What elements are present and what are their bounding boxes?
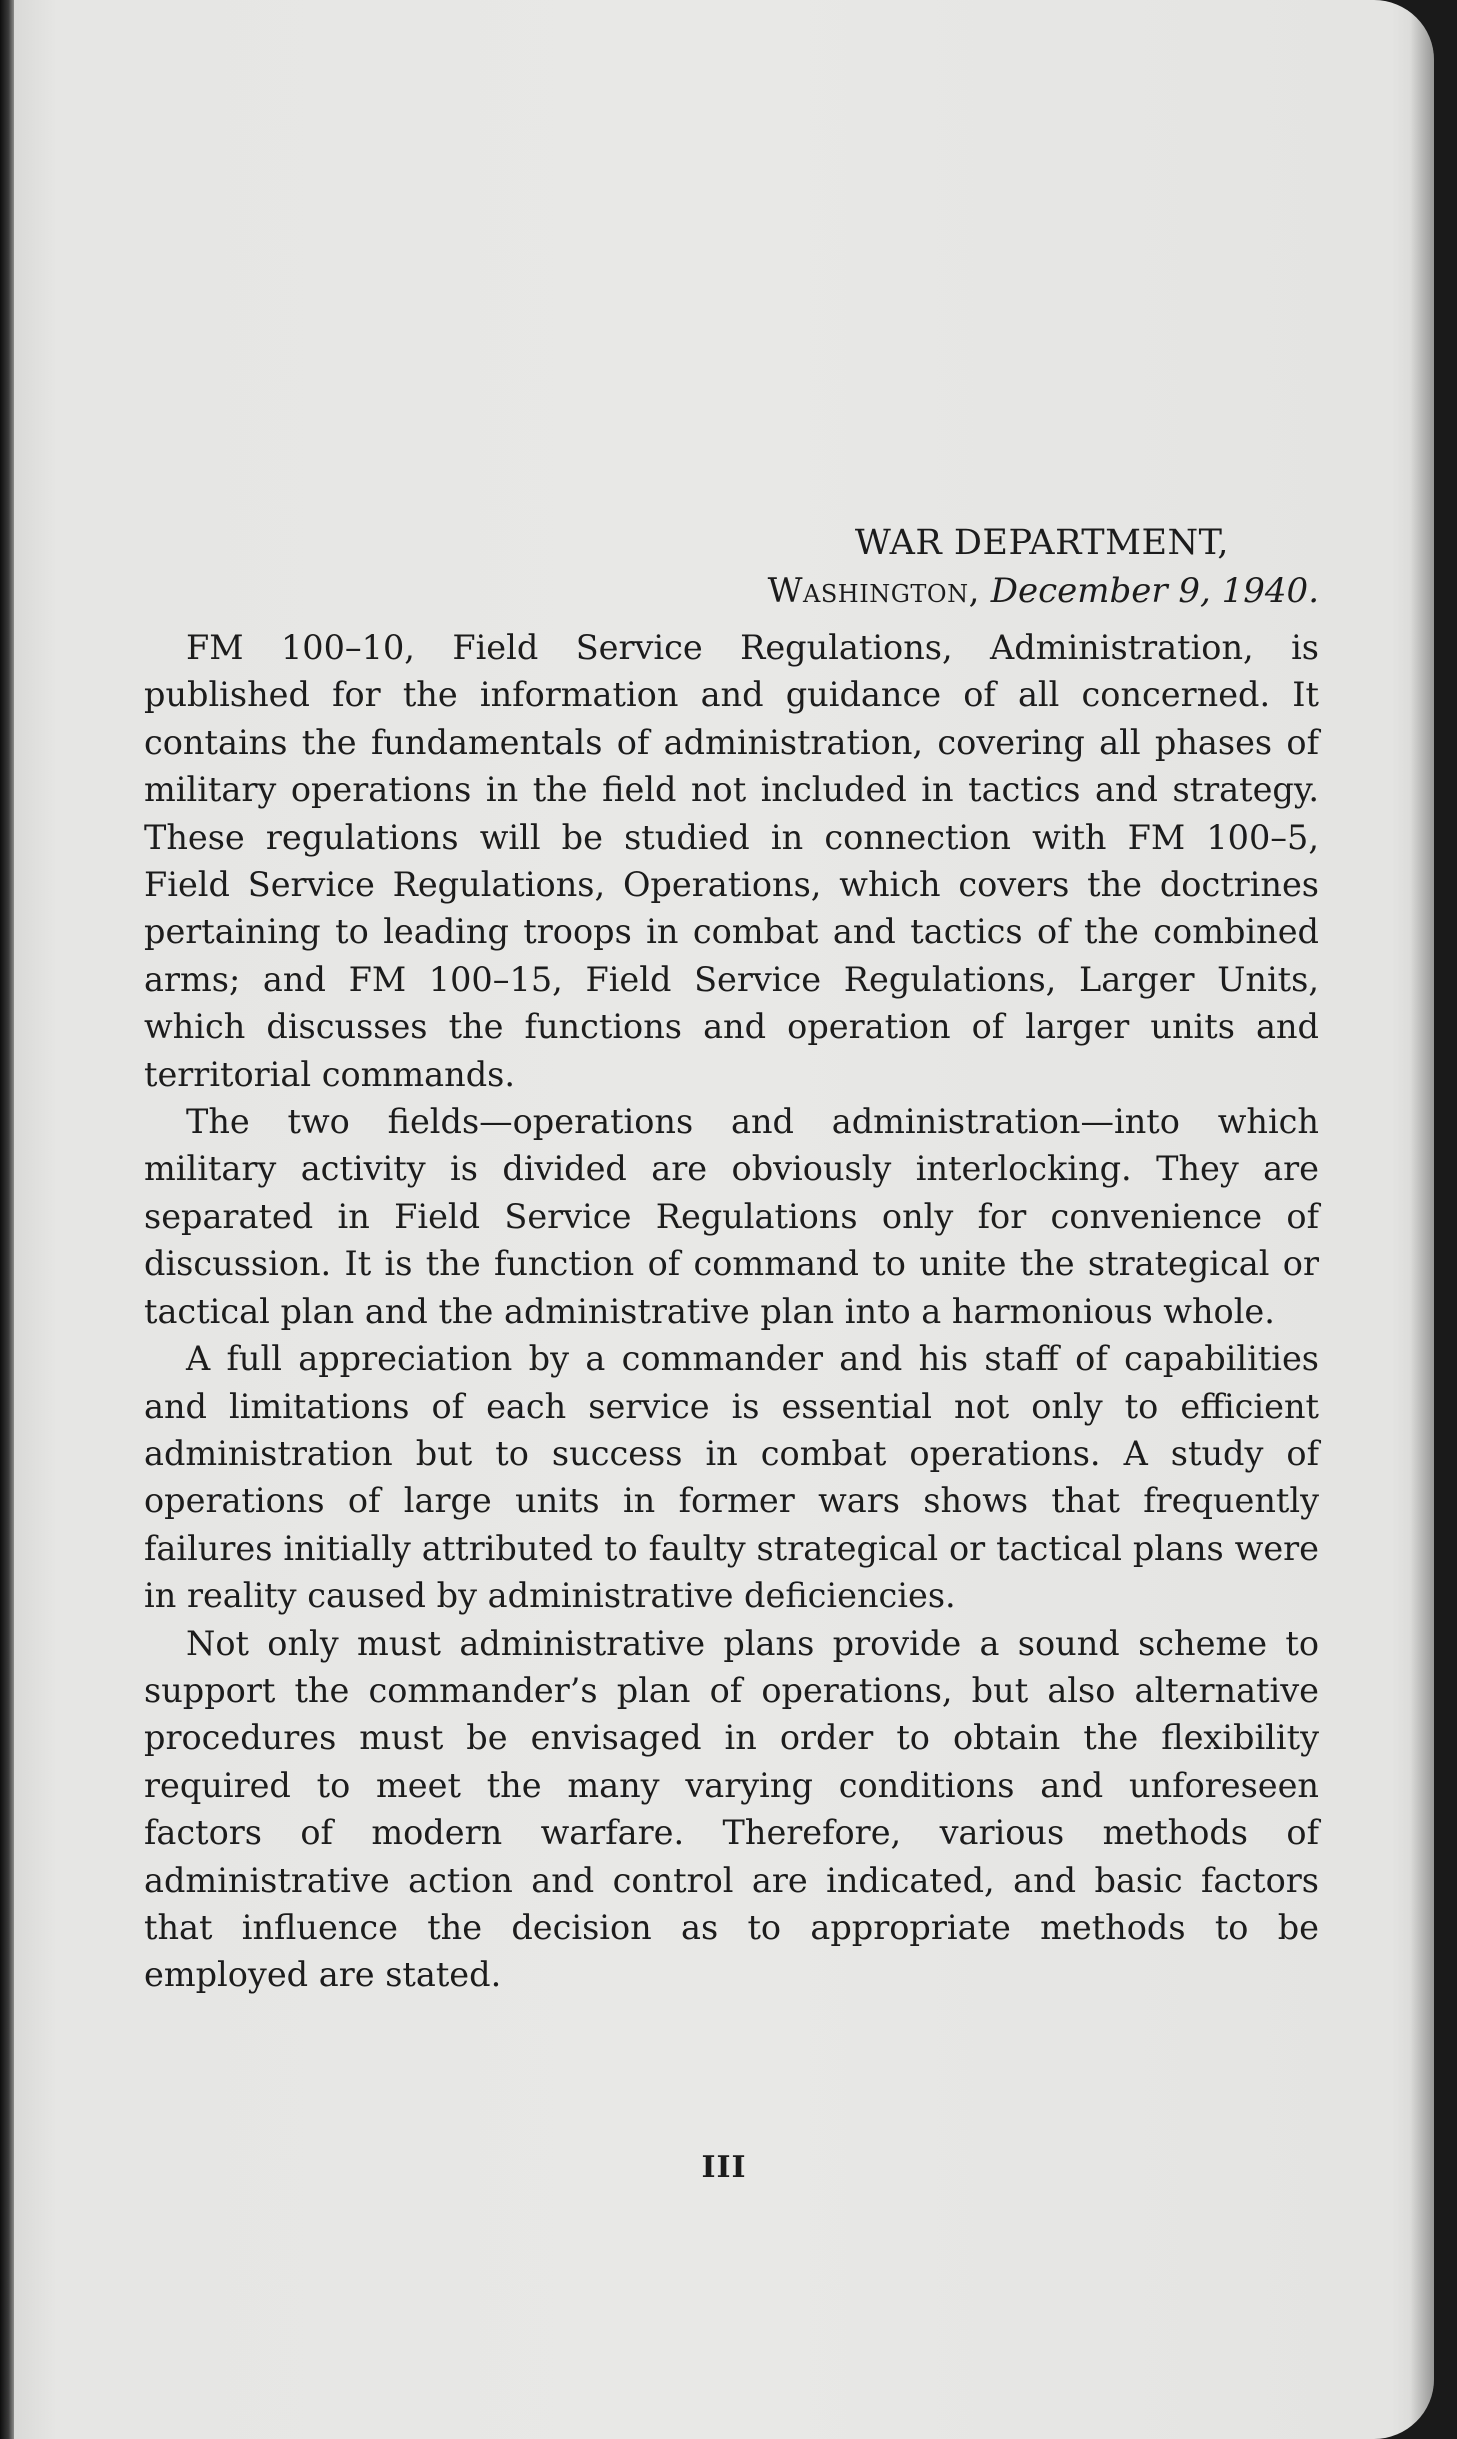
paragraph-2: The two fields—operations and administration—into which military activity is divided are obviously interlocking. They are separated in Field Service Regulations only for convenience of discussion. It is the function of command to unite the strategical or tactical plan and the administrative plan into a harmonious whole. — [144, 1102, 1319, 1331]
paragraph-1: FM 100–10, Field Service Regulations, Administration, is published for the information and guidance of all concerned. It contains the fundamentals of administration, covering all phases of military operations in the field not included in tactics and strategy. These regulations will be studied in connection with FM 100–5, Field Service Regulations, Operations, which covers the doctrines pertaining to leading troops in combat and tactics of the combined arms; and FM 100–15, Field Service Regulations, Larger Units, which discusses the functions and operation of larger units and territorial commands. — [144, 628, 1319, 1094]
page-edge-shadow — [1410, 0, 1434, 2439]
book-page — [14, 0, 1434, 2439]
dateline-city: Washington, — [767, 571, 980, 611]
book-binding — [0, 0, 14, 2439]
page-text — [144, 520, 1319, 1999]
dateline — [144, 566, 1319, 616]
paragraph-4: Not only must administrative plans provide a sound scheme to support the commander’s plan of operations, but also alternative procedures must be envisaged in order to obtain the flexibility required to meet the many varying conditions and unforeseen factors of modern warfare. Therefore, various methods of administrative action and control are indicated, and basic factors that influence the decision as to appropriate methods to be employed are stated. — [144, 1623, 1319, 1995]
department-heading: WAR DEPARTMENT, — [854, 523, 1229, 563]
dateline-date: December 9, 1940. — [990, 571, 1319, 611]
page-number: III — [701, 2150, 747, 2185]
paragraph-3: A full appreciation by a commander and his staff of capabilities and limitations of each service is essential not only to efficient administration but to success in combat operations. A study of operations of large units in former wars shows that frequently failures initially attributed to faulty strategical or tactical plans were in reality caused by administrative deficiencies. — [144, 1339, 1319, 1616]
